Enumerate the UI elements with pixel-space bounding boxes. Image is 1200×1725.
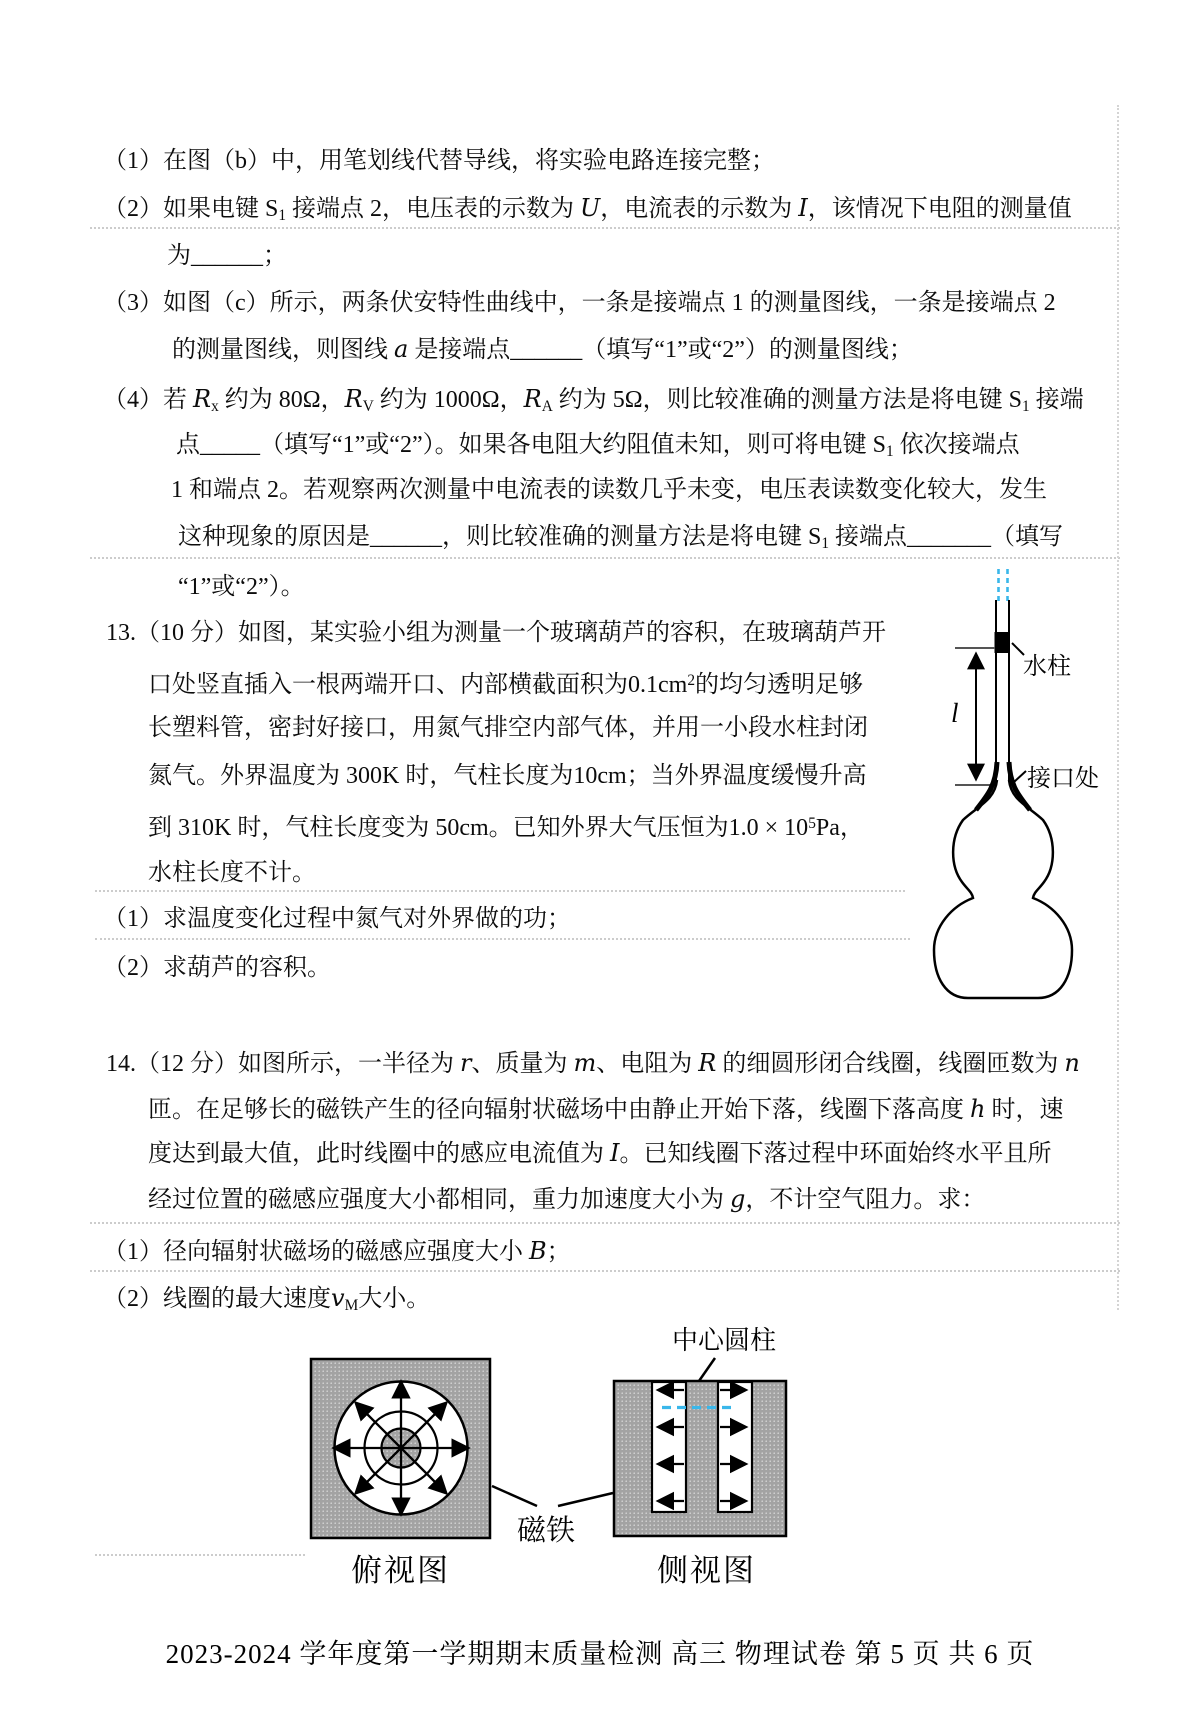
q12-item-4-cont2: 1 和端点 2。若观察两次测量中电流表的读数几乎未变，电压表读数变化较大，发生 bbox=[171, 477, 1047, 503]
dotted-guide-line bbox=[90, 1222, 1120, 1224]
dotted-guide-line-vertical bbox=[1117, 105, 1119, 1310]
q13-stem-line3: 长塑料管，密封好接口，用氮气排空内部气体，并用一小段水柱封闭 bbox=[148, 715, 868, 741]
dotted-guide-line bbox=[90, 1270, 1120, 1272]
water-column bbox=[995, 632, 1011, 653]
q12-item-3: （3）如图（c）所示，两条伏安特性曲线中，一条是接端点 1 的测量图线，一条是接端点 2 bbox=[103, 290, 1056, 316]
dotted-guide-line bbox=[95, 1554, 305, 1556]
dotted-guide-line bbox=[95, 938, 910, 940]
q14-stem-line4: 经过位置的磁感应强度大小都相同，重力加速度大小为 g，不计空气阻力。求： bbox=[148, 1185, 986, 1213]
q14-stem-line2: 匝。在足够长的磁铁产生的径向辐射状磁场中由静止开始下落，线圈下落高度 h 时，速 bbox=[148, 1095, 1064, 1123]
dotted-guide-line bbox=[95, 890, 905, 892]
water-column-label: 水柱 bbox=[1023, 654, 1071, 680]
q12-item-4-cont1: 点_____（填写“1”或“2”）。如果各电阻大约阻值未知，则可将电键 $S_1$ 依次接端点 bbox=[176, 432, 1020, 460]
magnet-label-pointers bbox=[480, 1340, 800, 1520]
q12-item-4-cont4: “1”或“2”）。 bbox=[178, 574, 305, 600]
q14-sub-1: （1）径向辐射状磁场的磁感应强度大小 B； bbox=[103, 1237, 571, 1265]
q12-item-4-cont3: 这种现象的原因是______，则比较准确的测量方法是将电键 $S_1$ 接端点_______（填写 bbox=[178, 524, 1064, 552]
q14-stem-line1: 14.（12 分）如图所示，一半径为 r、质量为 m、电阻为 R 的细圆形闭合线圈，线圈匝数为 n bbox=[106, 1049, 1080, 1077]
q14-sub-2: （2）线圈的最大速度$v_M$大小。 bbox=[103, 1284, 431, 1314]
page-footer: 2023-2024 学年度第一学期期末质量检测 高三 物理试卷 第 5 页 共 6 页 bbox=[165, 1639, 1035, 1669]
q12-item-4: （4）若 $R_x$ 约为 80Ω，$R_V$ 约为 1000Ω，$R_A$ 约为 5Ω，则比较准确的测量方法是将电键 $S_1$ 接端 bbox=[103, 385, 1084, 415]
q13-stem-line5: 到 310K 时，气柱长度变为 50cm。已知外界大气压恒为$1.0 \times 10^5Pa$， bbox=[148, 815, 864, 841]
magnet-top-view bbox=[310, 1358, 491, 1539]
top-view-caption: 俯视图 bbox=[351, 1553, 450, 1588]
center-cylinder-label: 中心圆柱 bbox=[672, 1326, 777, 1355]
q12-item-2-cont: 为______； bbox=[167, 243, 287, 269]
joint-label: 接口处 bbox=[1027, 766, 1099, 792]
q13-stem-line1: 13.（10 分）如图，某实验小组为测量一个玻璃葫芦的容积，在玻璃葫芦开 bbox=[106, 620, 886, 646]
q14-stem-line3: 度达到最大值，此时线圈中的感应电流值为 I。已知线圈下落过程中环面始终水平且所 bbox=[148, 1139, 1052, 1167]
q12-item-3-cont: 的测量图线，则图线 a 是接端点______（填写“1”或“2”）的测量图线； bbox=[172, 335, 913, 363]
magnet-label: 磁铁 bbox=[517, 1515, 576, 1547]
q13-sub-1: （1）求温度变化过程中氮气对外界做的功； bbox=[103, 906, 571, 932]
side-view-caption: 侧视图 bbox=[657, 1553, 756, 1588]
q12-item-2: （2）如果电键 $S_1$ 接端点 2，电压表的示数为 U，电流表的示数为 I，该情况下电阻的测量值 bbox=[103, 194, 1072, 224]
gourd-outline bbox=[934, 780, 1072, 998]
q13-stem-line4: 氮气。外界温度为 300K 时，气柱长度为10cm；当外界温度缓慢升高 bbox=[148, 763, 867, 789]
q12-item-1: （1）在图（b）中，用笔划线代替导线，将实验电路连接完整； bbox=[103, 148, 775, 174]
joint-pointer bbox=[1014, 771, 1026, 782]
magnet-pointer-right bbox=[558, 1493, 613, 1506]
length-symbol: l bbox=[951, 698, 959, 728]
q13-stem-line6: 水柱长度不计。 bbox=[148, 860, 316, 886]
q13-stem-line2: 口处竖直插入一根两端开口、内部横截面积为$0.1cm^2$的均匀透明足够 bbox=[148, 672, 864, 698]
q13-sub-2: （2）求葫芦的容积。 bbox=[103, 955, 331, 981]
magnet-pointer-left bbox=[492, 1486, 537, 1506]
center-cylinder-pointer bbox=[699, 1358, 715, 1381]
